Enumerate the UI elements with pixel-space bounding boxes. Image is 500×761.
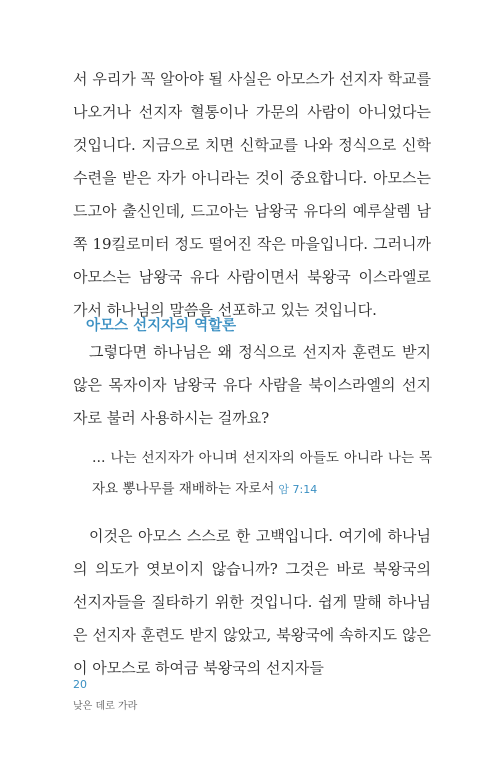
running-footer-title: 낮은 데로 가라 — [73, 701, 138, 712]
body-paragraph-2: 그렇다면 하나님은 왜 정식으로 선지자 훈련도 받지 않은 목자이자 남왕국 유다 사람을 북이스라엘의 선지자로 불러 사용하시는 걸까요? — [73, 343, 431, 427]
quote-reference: 암 7:14 — [278, 483, 318, 496]
section-heading: 아모스 선지자의 역할론 — [86, 318, 237, 334]
scripture-quote — [92, 443, 432, 505]
quote-text: … 나는 선지자가 아니며 선지자의 아들도 아니라 나는 목자요 뽕나무를 재배하는 자로서 — [92, 450, 432, 497]
page-number: 20 — [73, 678, 87, 691]
body-paragraph-3: 이것은 아모스 스스로 한 고백입니다. 여기에 하나님의 의도가 엿보이지 않습니까? 그것은 바로 북왕국의 선지자들을 질타하기 위한 것입니다. 쉽게 말해 하나님은 선지자 훈련도 받지 않았고, 북왕국에 속하지도 않은 이 아모스로 하여금 북왕국의 선지자들 — [73, 527, 431, 677]
body-paragraph-1: 서 우리가 꼭 알아야 될 사실은 아모스가 선지자 학교를 나오거나 선지자 혈통이나 가문의 사람이 아니었다는 것입니다. 지금으로 치면 신학교를 나와 정식으로 신학 수련을 받은 자가 아니라는 것이 중요합니다. 아모스는 드고아 출신인데, 드고아는 남왕국 유다의 예루살렘 남쪽 19킬로미터 정도 떨어진 작은 마을입니다. 그러니까 아모스는 남왕국 유다 사람이면서 북왕국 이스라엘로 가서 하나님의 말씀을 선포하고 있는 것입니다. — [73, 70, 431, 319]
